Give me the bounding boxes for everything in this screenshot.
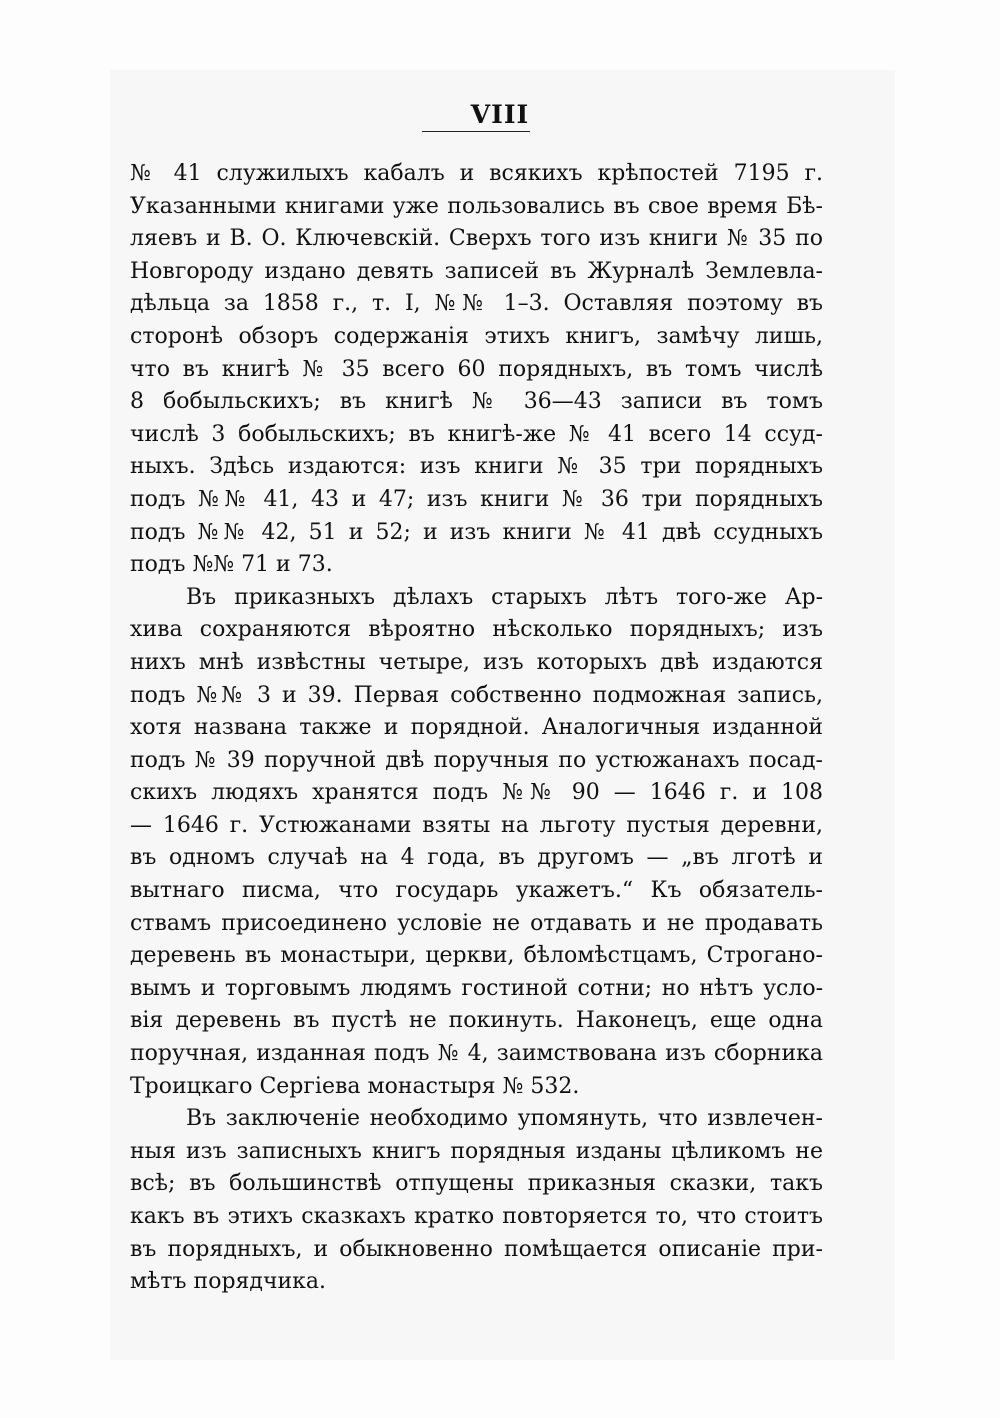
text-line: хива сохраняются вѣроятно нѣсколько порядныхъ; изъ [130,617,823,643]
text-line: подъ №№ 41, 43 и 47; изъ книги № 36 три порядныхъ [130,486,823,512]
text-line: сторонѣ обзоръ содержанія этихъ книгъ, замѣчу лишь, [130,323,823,349]
text-line: ныя изъ записныхъ книгъ порядныя изданы цѣликомъ не [130,1138,823,1164]
text-line: что въ книгѣ № 35 всего 60 порядныхъ, въ томъ числѣ [130,356,823,382]
text-line: подъ №№ 71 и 73. [130,552,333,578]
text-line: 8 бобыльскихъ; въ книгѣ № 36—43 записи въ томъ [130,389,823,415]
text-line: — 1646 г. Устюжанами взяты на льготу пустыя деревни, [130,812,823,838]
text-line: ствамъ присоединено условіе не отдавать и не продавать [130,910,823,936]
text-line: поручная, изданная подъ № 4, заимствована изъ сборника [130,1041,823,1067]
text-line: подъ №№ 3 и 39. Первая собственно подможная запись, [130,682,823,708]
text-line: мѣтъ порядчика. [130,1269,327,1295]
text-line: вія деревень въ пустѣ не покинуть. Наконецъ, еще одна [130,1008,823,1034]
text-line: подъ №№ 42, 51 и 52; и изъ книги № 41 двѣ ссудныхъ [130,519,823,545]
text-line: скихъ людяхъ хранятся подъ №№ 90 — 1646 г. и 108 [130,780,823,806]
text-line: въ одномъ случаѣ на 4 года, въ другомъ — „въ лготѣ и [130,845,823,871]
text-line: въ порядныхъ, и обыкновенно помѣщается описаніе при- [130,1236,823,1262]
text-line: вымъ и торговымъ людямъ гостиной сотни; но нѣтъ усло- [130,975,823,1001]
text-line: вытнаго писма, что государь укажетъ.“ Къ обязатель- [130,878,823,904]
text-line: Новгороду издано девять записей въ Журналѣ Землевла- [130,258,823,284]
page-number: VIII [470,100,530,129]
text-line: дѣльца за 1858 г., т. I, №№ 1–3. Оставляя поэтому въ [130,291,823,317]
text-line: числѣ 3 бобыльскихъ; въ книгѣ-же № 41 всего 14 ссуд- [130,421,823,447]
text-line: ныхъ. Здѣсь издаются: изъ книги № 35 три порядныхъ [130,454,823,480]
text-line: деревень въ монастыри, церкви, бѣломѣстцамъ, Строгано- [130,943,823,969]
text-line: какъ въ этихъ сказкахъ кратко повторяется то, что стоитъ [130,1204,823,1229]
text-line: нихъ мнѣ извѣстны четыре, изъ которыхъ двѣ издаются [130,649,823,675]
text-line: Указанными книгами уже пользовались въ свое время Бѣ- [130,193,823,219]
text-line: Троицкаго Сергіева монастыря № 532. [130,1073,580,1099]
page-number-rule [422,131,530,132]
text-line: Въ приказныхъ дѣлахъ старыхъ лѣтъ того-же Ар- [186,584,823,610]
text-line: № 41 служилыхъ кабалъ и всякихъ крѣпостей 7195 г. [130,161,823,186]
text-line: всѣ; въ большинствѣ отпущены приказныя сказки, такъ [130,1171,823,1197]
text-line: ляевъ и В. О. Ключевскій. Сверхъ того изъ книги № 35 по [130,226,823,252]
text-line: хотя названа также и порядной. Аналогичныя изданной [130,715,823,741]
text-line: подъ № 39 поручной двѣ поручныя по устюжанахъ посад- [130,747,823,773]
body-text [130,158,823,1299]
text-line: Въ заключеніе необходимо упомянуть, что извлечен- [186,1106,823,1132]
